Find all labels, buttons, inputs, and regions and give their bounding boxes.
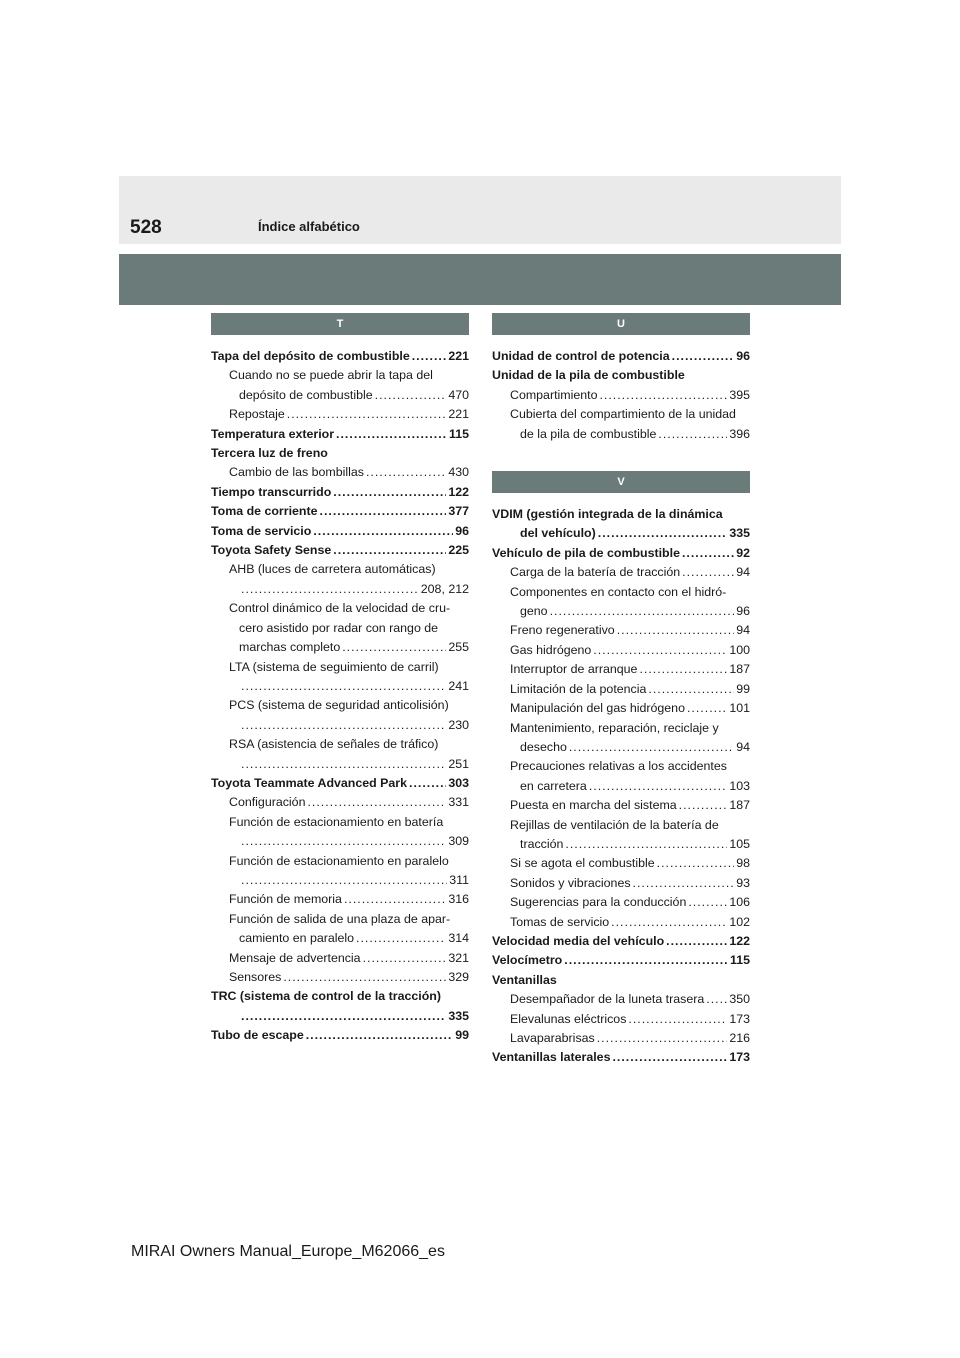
entry-text: en carretera (520, 778, 587, 793)
dot-leader (241, 580, 419, 599)
entry-text: Control dinámico de la velocidad de cru- (229, 601, 451, 616)
dot-leader (241, 832, 446, 851)
index-entry (211, 522, 469, 541)
entry-text: Tiempo transcurrido (211, 484, 332, 499)
index-entry (492, 602, 750, 621)
page-number: 528 (130, 217, 162, 238)
entry-page-number: 94 (736, 565, 750, 580)
entry-text: TRC (sistema de control de la tracción) (211, 989, 441, 1004)
index-entry (492, 621, 750, 640)
dot-leader (342, 638, 446, 657)
index-entry (211, 1007, 469, 1026)
dot-leader (307, 793, 446, 812)
dot-leader (241, 755, 446, 774)
entry-text: Tomas de servicio (510, 914, 610, 929)
entry-page-number: 187 (729, 798, 750, 813)
entry-text: Mensaje de advertencia (229, 950, 361, 965)
index-entry (492, 719, 750, 738)
index-entry (211, 852, 469, 871)
entry-page-number: 100 (729, 642, 750, 657)
dot-leader (597, 1029, 728, 1048)
entry-page-number: 94 (736, 739, 750, 754)
entry-text: Toyota Teammate Advanced Park (211, 775, 408, 790)
dot-leader (313, 522, 453, 541)
index-entry (492, 524, 750, 543)
entry-page-number: 251 (448, 756, 469, 771)
entry-page-number: 470 (448, 387, 469, 402)
index-entry (492, 544, 750, 563)
entry-text: Interruptor de arranque (510, 662, 638, 677)
entry-text: Función de estacionamiento en paralelo (229, 853, 449, 868)
dot-leader (611, 913, 727, 932)
section-title: Índice alfabético (258, 219, 360, 234)
entry-text: Lavaparabrisas (510, 1031, 595, 1045)
entry-text: Ventanillas laterales (492, 1050, 611, 1065)
index-entry (211, 560, 469, 579)
entry-text: Unidad de control de potencia (492, 349, 670, 363)
entry-page-number: 221 (448, 407, 469, 422)
index-entry (492, 425, 750, 444)
index-entry (211, 619, 469, 638)
entry-text: desecho (520, 739, 567, 754)
dot-leader (639, 660, 727, 679)
entry-text: camiento en paralelo (239, 931, 355, 946)
entry-page-number: 115 (449, 426, 469, 441)
index-entry (492, 777, 750, 796)
dot-leader (363, 949, 447, 968)
entry-page-number: 96 (736, 604, 750, 619)
entry-text: LTA (sistema de seguimiento de carril) (229, 659, 439, 674)
entry-page-number: 103 (729, 778, 750, 793)
index-entry (492, 563, 750, 582)
index-entry (492, 738, 750, 757)
index-entry (492, 932, 750, 951)
entry-page-number: 311 (449, 872, 469, 887)
dot-leader (565, 835, 727, 854)
index-entry (211, 580, 469, 599)
entry-text: Vehículo de pila de combustible (492, 545, 680, 560)
index-entry (492, 893, 750, 912)
entry-text: Velocímetro (492, 953, 563, 968)
dot-leader (241, 871, 447, 890)
index-entry (211, 949, 469, 968)
dot-leader (241, 716, 446, 735)
index-entry (211, 968, 469, 987)
entry-text: Limitación de la potencia (510, 681, 647, 696)
entry-page-number: 93 (736, 875, 750, 890)
index-entry (492, 874, 750, 893)
dot-leader (672, 347, 735, 366)
letter-heading-t: T (211, 313, 469, 335)
index-entry (211, 658, 469, 677)
entry-page-number: 316 (448, 892, 469, 907)
entry-text: Puesta en marcha del sistema (510, 798, 677, 813)
index-entry (211, 405, 469, 424)
dot-leader (633, 874, 735, 893)
entry-text: Rejillas de ventilación de la batería de (510, 817, 719, 832)
entry-page-number: 335 (448, 1008, 469, 1023)
index-entry (211, 987, 469, 1006)
index-entry (211, 366, 469, 385)
index-entry (211, 483, 469, 502)
index-entry (211, 425, 469, 444)
entry-text: Velocidad media del vehículo (492, 933, 665, 948)
entry-text: cero asistido por radar con rango de (239, 620, 439, 635)
index-entry (211, 813, 469, 832)
index-entry (211, 541, 469, 560)
index-entry (492, 757, 750, 776)
dot-leader (658, 425, 727, 444)
entry-text: Cubierta del compartimiento de la unidad (510, 407, 736, 422)
entry-page-number: 98 (736, 856, 750, 871)
index-entry (211, 929, 469, 948)
index-entry (492, 951, 750, 970)
entry-text: Mantenimiento, reparación, reciclaje y (510, 720, 719, 735)
entry-text: Ventanillas (492, 972, 557, 987)
entry-text: marchas completo (239, 640, 341, 655)
entry-text: Freno regenerativo (510, 623, 615, 638)
index-entry (492, 366, 750, 385)
entry-text: Tubo de escape (211, 1028, 304, 1043)
entry-text: Sugerencias para la conducción (510, 895, 687, 910)
index-entry (211, 716, 469, 735)
dot-leader (589, 777, 728, 796)
index-entry (492, 660, 750, 679)
dot-leader (241, 1007, 446, 1026)
entry-page-number: 115 (730, 953, 750, 968)
entry-page-number: 329 (448, 970, 469, 984)
index-entry (492, 641, 750, 660)
entry-text: Función de memoria (229, 892, 342, 907)
entry-text: Tapa del depósito de combustible (211, 349, 410, 363)
index-column-left (211, 313, 469, 1046)
dot-leader (306, 1026, 453, 1045)
entry-page-number: 173 (729, 1011, 750, 1026)
entry-page-number: 106 (729, 895, 750, 910)
index-entry (211, 386, 469, 405)
index-entry (211, 774, 469, 793)
dot-leader (336, 425, 447, 444)
index-entry (492, 913, 750, 932)
entry-page-number: 430 (448, 465, 469, 480)
entry-page-number: 395 (729, 387, 750, 402)
entry-list-u (492, 347, 750, 444)
index-entry (492, 405, 750, 424)
entry-text: Si se agota el combustible (510, 856, 655, 871)
index-entry (211, 444, 469, 463)
entry-page-number: 122 (729, 933, 750, 948)
index-entry (211, 735, 469, 754)
index-entry (211, 463, 469, 482)
entry-page-number: 99 (455, 1028, 469, 1043)
entry-page-number: 225 (448, 543, 469, 558)
dot-leader (287, 405, 447, 424)
letter-heading-v: V (492, 471, 750, 493)
index-entry (492, 699, 750, 718)
entry-text: Cambio de las bombillas (229, 465, 364, 480)
dot-leader (333, 541, 446, 560)
dot-leader (666, 932, 727, 951)
entry-text: Manipulación del gas hidrógeno (510, 701, 685, 716)
index-entry (211, 502, 469, 521)
entry-page-number: 255 (448, 640, 469, 655)
entry-page-number: 303 (448, 775, 469, 790)
entry-page-number: 331 (448, 795, 469, 810)
entry-text: Componentes en contacto con el hidró- (510, 584, 727, 599)
entry-page-number: 99 (736, 681, 750, 696)
dot-leader (320, 502, 447, 521)
index-entry (211, 755, 469, 774)
dot-leader (241, 677, 446, 696)
index-entry (492, 816, 750, 835)
entry-page-number: 122 (448, 484, 469, 499)
dot-leader (612, 1048, 727, 1067)
index-entry (492, 1029, 750, 1048)
entry-text: Tercera luz de freno (211, 446, 328, 461)
entry-page-number: 241 (448, 678, 469, 693)
entry-page-number: 221 (448, 349, 469, 363)
dot-leader (564, 951, 728, 970)
entry-page-number: 335 (729, 526, 750, 541)
entry-page-number: 102 (729, 914, 750, 929)
dot-leader (679, 796, 728, 815)
entry-text: Compartimiento (510, 387, 598, 402)
index-entry (492, 1048, 750, 1067)
entry-text: Temperatura exterior (211, 426, 335, 441)
index-entry (211, 910, 469, 929)
entry-page-number: 105 (729, 836, 750, 851)
dot-leader (344, 890, 446, 909)
entry-text: del vehículo) (520, 526, 596, 541)
dot-leader (617, 621, 735, 640)
entry-page-number: 350 (729, 992, 750, 1007)
entry-page-number: 230 (448, 717, 469, 732)
entry-text: Sensores (229, 970, 282, 984)
dot-leader (375, 386, 447, 405)
entry-list-v (492, 505, 750, 1068)
entry-page-number: 92 (736, 545, 750, 560)
entry-text: Sonidos y vibraciones (510, 875, 631, 890)
entry-text: Repostaje (229, 407, 285, 422)
entry-text: Precauciones relativas a los accidentes (510, 759, 727, 774)
entry-page-number: 314 (448, 931, 469, 946)
dot-leader (599, 386, 727, 405)
index-entry (211, 638, 469, 657)
index-entry (492, 990, 750, 1009)
entry-text: Gas hidrógeno (510, 642, 592, 657)
entry-page-number: 187 (729, 662, 750, 677)
entry-text: Toyota Safety Sense (211, 543, 332, 558)
index-entry (492, 583, 750, 602)
index-entry (492, 971, 750, 990)
index-entry (492, 796, 750, 815)
dot-leader (409, 774, 446, 793)
entry-text: Desempañador de la luneta trasera (510, 992, 705, 1007)
dot-leader (687, 699, 727, 718)
entry-text: Carga de la batería de tracción (510, 565, 681, 580)
dot-leader (657, 854, 735, 873)
entry-page-number: 396 (729, 426, 750, 441)
index-entry (492, 835, 750, 854)
header-band (119, 176, 841, 244)
entry-text: AHB (luces de carretera automáticas) (229, 562, 436, 577)
index-entry (211, 696, 469, 715)
entry-text: PCS (sistema de seguridad anticolisión) (229, 698, 449, 713)
entry-page-number: 94 (736, 623, 750, 638)
entry-page-number: 216 (729, 1031, 750, 1045)
dot-leader (593, 641, 727, 660)
index-entry (211, 599, 469, 618)
entry-page-number: 101 (729, 701, 750, 716)
entry-text: geno (520, 604, 548, 619)
entry-text: Configuración (229, 795, 306, 810)
entry-text: Unidad de la pila de combustible (492, 368, 685, 383)
dot-leader (628, 1010, 727, 1029)
index-column-right (492, 313, 750, 1068)
entry-page-number: 321 (448, 950, 469, 965)
dot-leader (356, 929, 446, 948)
entry-page-number: 309 (448, 834, 469, 849)
entry-text: Elevalunas eléctricos (510, 1011, 627, 1026)
index-entry (492, 1010, 750, 1029)
entry-page-number: 173 (729, 1050, 750, 1065)
index-entry (211, 832, 469, 851)
index-entry (211, 871, 469, 890)
index-entry (211, 1026, 469, 1045)
entry-page-number: 96 (455, 523, 469, 538)
dot-leader (550, 602, 735, 621)
chapter-band (119, 254, 841, 305)
index-entry (211, 793, 469, 812)
entry-page-number: 96 (736, 349, 750, 363)
index-entry (211, 890, 469, 909)
dot-leader (283, 968, 446, 987)
dot-leader (706, 990, 727, 1009)
dot-leader (682, 544, 734, 563)
index-entry (492, 680, 750, 699)
dot-leader (366, 463, 446, 482)
index-entry (492, 854, 750, 873)
entry-text: depósito de combustible (239, 387, 373, 402)
dot-leader (569, 738, 734, 757)
dot-leader (598, 524, 728, 543)
index-entry (492, 347, 750, 366)
entry-text: Función de estacionamiento en batería (229, 814, 444, 829)
letter-heading-u: U (492, 313, 750, 335)
index-entry (211, 677, 469, 696)
entry-text: Toma de servicio (211, 523, 312, 538)
dot-leader (688, 893, 727, 912)
entry-text: Cuando no se puede abrir la tapa del (229, 368, 433, 383)
dot-leader (412, 347, 447, 366)
entry-page-number: 208, 212 (420, 581, 469, 596)
index-entry (492, 386, 750, 405)
entry-text: de la pila de combustible (520, 426, 657, 441)
index-entry (492, 505, 750, 524)
entry-page-number: 377 (448, 504, 469, 519)
entry-list-t (211, 347, 469, 1046)
dot-leader (682, 563, 734, 582)
index-entry (211, 347, 469, 366)
footer-manual-id: MIRAI Owners Manual_Europe_M62066_es (131, 1243, 445, 1260)
entry-text: VDIM (gestión integrada de la dinámica (492, 507, 723, 522)
entry-text: RSA (asistencia de señales de tráfico) (229, 737, 439, 752)
dot-leader (648, 680, 734, 699)
entry-text: Función de salida de una plaza de apar- (229, 911, 451, 926)
entry-text: Toma de corriente (211, 504, 318, 519)
dot-leader (333, 483, 446, 502)
entry-text: tracción (520, 836, 564, 851)
